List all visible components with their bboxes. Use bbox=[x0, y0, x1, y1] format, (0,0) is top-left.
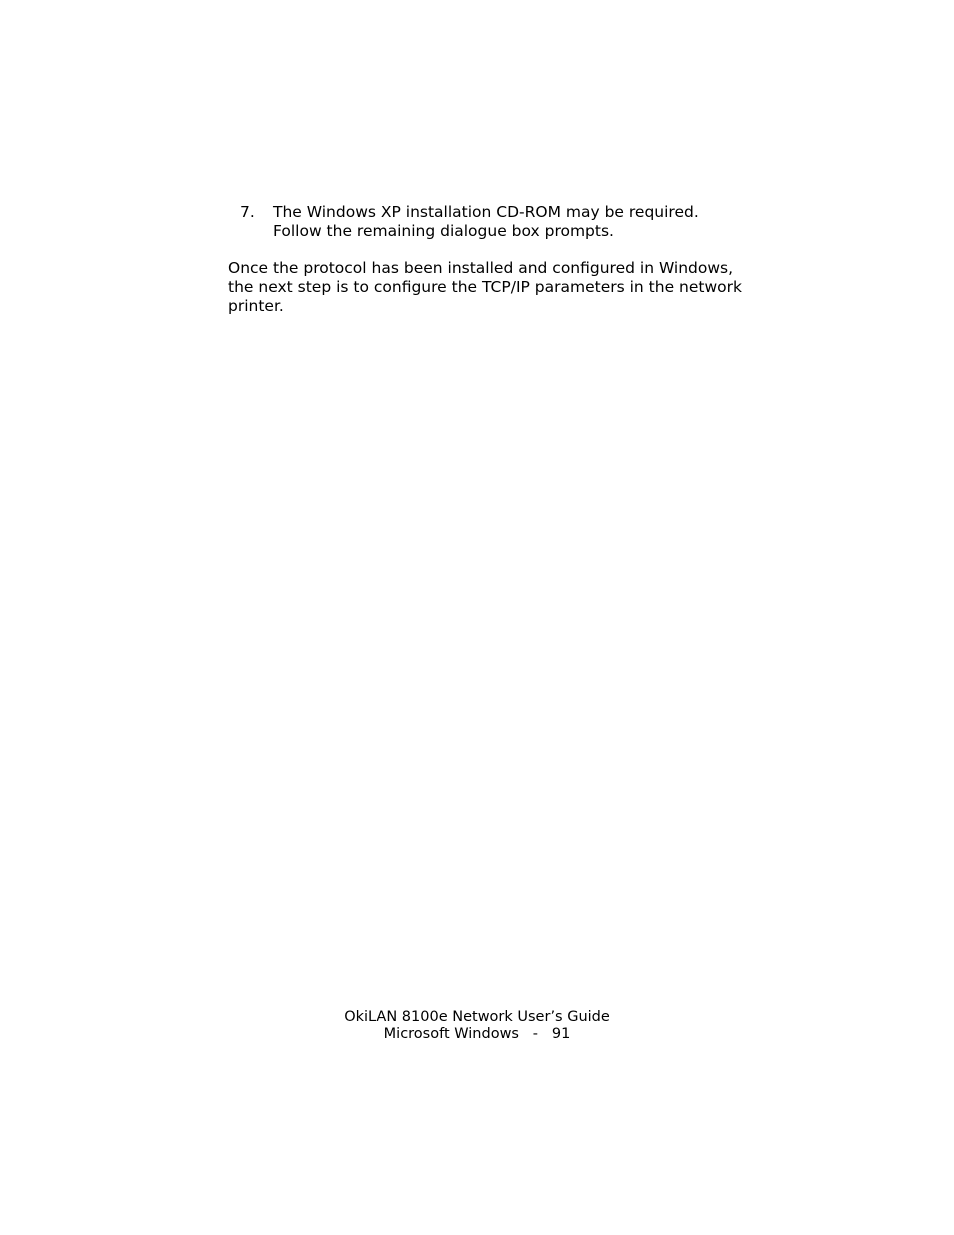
body-paragraph bbox=[228, 259, 788, 316]
paragraph-line: Once the protocol has been installed and configured in Windows, bbox=[228, 259, 734, 277]
footer-guide-title: OkiLAN 8100e Network User’s Guide bbox=[344, 1009, 610, 1025]
step-text-line: The Windows XP installation CD-ROM may be required. bbox=[273, 203, 699, 221]
paragraph-line: printer. bbox=[228, 297, 284, 315]
page-footer bbox=[0, 1009, 954, 1043]
step-text-line: Follow the remaining dialogue box prompts. bbox=[273, 222, 614, 240]
step-number: 7. bbox=[240, 203, 255, 221]
paragraph-line: the next step is to configure the TCP/IP parameters in the network bbox=[228, 278, 742, 296]
footer-section-page: Microsoft Windows - 91 bbox=[383, 1026, 571, 1042]
